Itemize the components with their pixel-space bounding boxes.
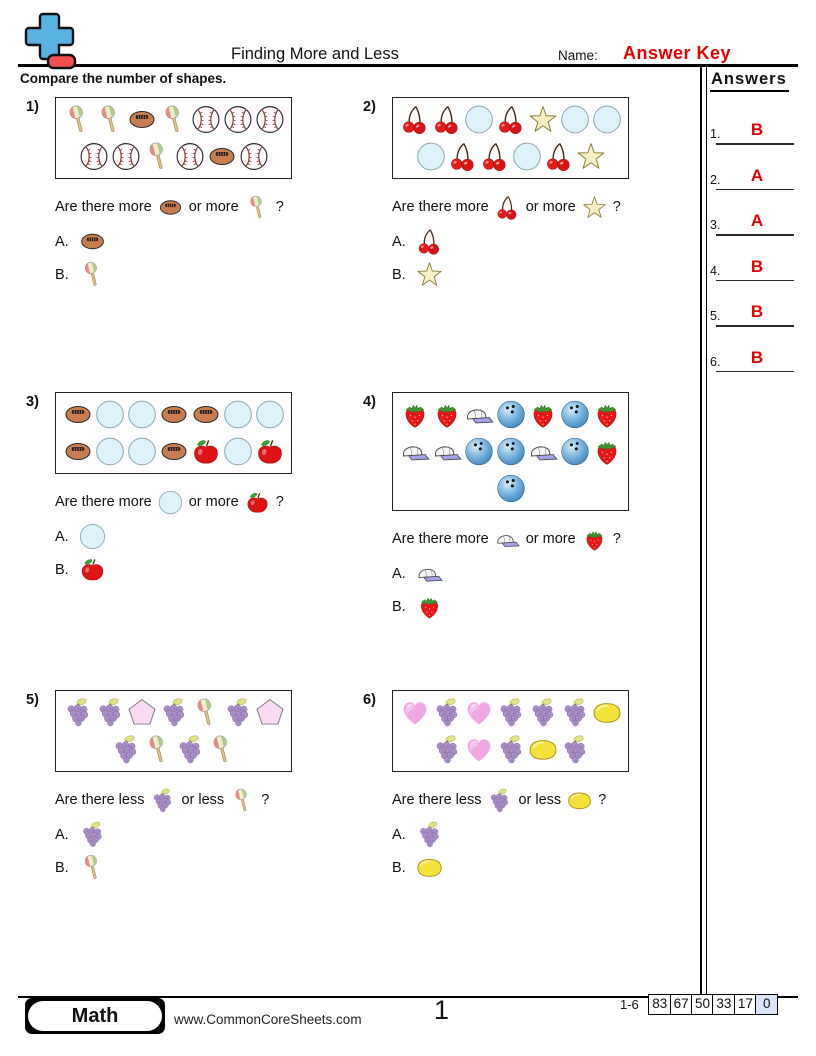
cap-icon (415, 559, 444, 588)
pentagon-icon (126, 695, 158, 730)
problem-body (55, 392, 354, 586)
cap-icon (399, 434, 431, 469)
answer-item (706, 120, 812, 150)
popsicle-icon (62, 102, 94, 137)
answer-number: 3. (710, 218, 721, 232)
cherries-icon (495, 102, 527, 137)
shapes-row (395, 396, 626, 433)
option-label: A. (55, 826, 69, 843)
football-icon (62, 434, 94, 469)
grapes-icon (174, 732, 206, 767)
shapes-box (55, 97, 292, 179)
lemon-icon (591, 695, 623, 730)
option-label: B. (55, 859, 69, 876)
bowling-icon (463, 434, 495, 469)
cherries-icon (399, 102, 431, 137)
lemon-icon (527, 732, 559, 767)
circle-icon (126, 397, 158, 432)
answer-letter: B (750, 347, 764, 367)
grapes-icon (149, 787, 176, 814)
football-icon (158, 397, 190, 432)
option-label: B. (392, 266, 406, 283)
shapes-row (395, 694, 626, 731)
website-url: www.CommonCoreSheets.com (174, 1012, 362, 1027)
baseball-icon (222, 102, 254, 137)
strawberry-icon (399, 397, 431, 432)
pentagon-icon (254, 695, 286, 730)
football-icon (78, 227, 107, 256)
answer-blank-line (716, 189, 794, 191)
shapes-box (55, 690, 292, 772)
question-conjunction: or more (525, 531, 576, 547)
shapes-row (395, 138, 626, 175)
answer-option (55, 818, 354, 851)
strawberry-icon (527, 397, 559, 432)
heart-icon (463, 732, 495, 767)
problem (20, 392, 354, 586)
grapes-icon (431, 732, 463, 767)
apple-icon (190, 434, 222, 469)
question-prefix: Are there less (55, 792, 145, 808)
score-box: 50 (691, 994, 714, 1015)
subject-label: Math (71, 1004, 119, 1027)
grapes-icon (495, 695, 527, 730)
answer-option (55, 225, 354, 258)
options-list (55, 818, 354, 884)
score-box: 17 (734, 994, 757, 1015)
problem (357, 392, 691, 623)
name-label: Name: (558, 48, 598, 63)
question-mark: ? (261, 792, 270, 808)
answer-letter: B (750, 120, 764, 139)
options-list (392, 557, 691, 623)
football-icon (157, 194, 184, 221)
shapes-box (55, 392, 292, 474)
apple-icon (244, 489, 271, 516)
cherries-icon (543, 139, 575, 174)
question-mark: ? (275, 199, 284, 215)
score-box: 0 (755, 994, 778, 1015)
score-box: 83 (648, 994, 671, 1015)
strawberry-icon (591, 434, 623, 469)
circle-icon (94, 434, 126, 469)
answer-option (55, 851, 354, 884)
popsicle-icon (190, 695, 222, 730)
cap-icon (463, 397, 495, 432)
circle-icon (254, 397, 286, 432)
question-mark: ? (612, 531, 621, 547)
shapes-row (395, 433, 626, 470)
circle-icon (126, 434, 158, 469)
popsicle-icon (78, 260, 107, 289)
answer-item (706, 211, 812, 241)
cap-icon (527, 434, 559, 469)
shapes-box (392, 97, 629, 179)
shapes-row (58, 731, 289, 768)
baseball-icon (110, 139, 142, 174)
shapes-row (395, 731, 626, 768)
popsicle-icon (142, 139, 174, 174)
baseball-icon (254, 102, 286, 137)
strawberry-icon (591, 397, 623, 432)
circle-icon (94, 397, 126, 432)
grapes-icon (431, 695, 463, 730)
shapes-row (58, 138, 289, 175)
shapes-row (58, 396, 289, 433)
score-table (620, 994, 778, 1015)
apple-icon (254, 434, 286, 469)
option-label: B. (392, 859, 406, 876)
plus-icon (26, 14, 73, 59)
question-line (392, 785, 691, 815)
answers-divider-outer (700, 65, 702, 997)
question-conjunction: or less (518, 792, 562, 808)
circle-icon (463, 102, 495, 137)
grapes-icon (94, 695, 126, 730)
page-number: 1 (434, 995, 450, 1025)
grapes-icon (527, 695, 559, 730)
grapes-icon (486, 787, 513, 814)
grapes-icon (559, 732, 591, 767)
heart-icon (463, 695, 495, 730)
option-label: B. (392, 598, 406, 615)
lemon-icon (566, 787, 593, 814)
strawberry-icon (415, 592, 444, 621)
cap-icon (494, 526, 521, 553)
plus-minus-logo (22, 11, 78, 76)
baseball-icon (78, 139, 110, 174)
header-divider (18, 64, 798, 67)
options-list (55, 520, 354, 586)
answer-option (55, 553, 354, 586)
answer-blank-line (716, 371, 794, 373)
instruction-text: Compare the number of shapes. (20, 71, 227, 86)
bowling-icon (495, 434, 527, 469)
question-line (55, 192, 354, 222)
circle-icon (222, 397, 254, 432)
question-conjunction: or more (188, 494, 239, 510)
cherries-icon (415, 227, 444, 256)
star-icon (527, 102, 559, 137)
option-label: A. (392, 233, 406, 250)
answers-title: Answers (710, 70, 789, 92)
football-icon (126, 102, 158, 137)
page-title: Finding More and Less (231, 45, 399, 63)
football-icon (62, 397, 94, 432)
answer-item (706, 348, 812, 378)
cherries-icon (447, 139, 479, 174)
shapes-row (58, 694, 289, 731)
plus-minus-logo-graphic (22, 11, 78, 71)
shapes-row (395, 470, 626, 507)
bowling-icon (559, 397, 591, 432)
popsicle-icon (142, 732, 174, 767)
minus-icon (48, 55, 75, 68)
circle-icon (591, 102, 623, 137)
popsicle-icon (94, 102, 126, 137)
question-prefix: Are there more (55, 199, 152, 215)
answer-blank-line (716, 234, 794, 236)
grapes-icon (495, 732, 527, 767)
answer-number: 5. (710, 309, 721, 323)
question-conjunction: or more (525, 199, 576, 215)
cherries-icon (431, 102, 463, 137)
problem-body (55, 690, 354, 884)
baseball-icon (238, 139, 270, 174)
score-boxes (650, 994, 778, 1015)
answer-blank-line (716, 143, 794, 145)
strawberry-icon (431, 397, 463, 432)
option-label: A. (392, 826, 406, 843)
circle-icon (157, 489, 184, 516)
popsicle-icon (78, 853, 107, 882)
options-list (392, 225, 691, 291)
answer-option (55, 258, 354, 291)
problem-number: 2) (363, 99, 376, 115)
options-list (392, 818, 691, 884)
circle-icon (222, 434, 254, 469)
answer-number: 1. (710, 127, 721, 141)
answer-item (706, 302, 812, 332)
question-line (55, 487, 354, 517)
grapes-icon (110, 732, 142, 767)
star-icon (581, 194, 608, 221)
problem-body (392, 690, 691, 884)
subject-badge (25, 998, 165, 1034)
star-icon (415, 260, 444, 289)
shapes-box (392, 690, 629, 772)
problem-body (392, 392, 691, 623)
question-prefix: Are there less (392, 792, 482, 808)
grapes-icon (222, 695, 254, 730)
bowling-icon (495, 397, 527, 432)
bowling-icon (495, 471, 527, 506)
option-label: A. (392, 565, 406, 582)
answer-letter: A (750, 165, 764, 185)
answer-blank-line (716, 280, 794, 282)
bowling-icon (559, 434, 591, 469)
answer-item (706, 166, 812, 196)
option-label: A. (55, 528, 69, 545)
question-prefix: Are there more (392, 199, 489, 215)
problem (357, 690, 691, 884)
answer-option (392, 851, 691, 884)
answer-option (392, 258, 691, 291)
problem-number: 5) (26, 692, 39, 708)
cherries-icon (494, 194, 521, 221)
cherries-icon (479, 139, 511, 174)
answer-option (392, 590, 691, 623)
strawberry-icon (581, 526, 608, 553)
problem-number: 1) (26, 99, 39, 115)
answer-option (392, 225, 691, 258)
answer-letter: B (750, 256, 764, 276)
subject-badge-inner (28, 1001, 162, 1031)
question-mark: ? (275, 494, 284, 510)
answer-item (706, 257, 812, 287)
answer-number: 6. (710, 354, 721, 369)
shapes-box (392, 392, 629, 511)
question-prefix: Are there more (55, 494, 152, 510)
shapes-row (395, 101, 626, 138)
problem (20, 97, 354, 291)
question-line (392, 524, 691, 554)
score-box: 33 (712, 994, 735, 1015)
circle-icon (559, 102, 591, 137)
problem (20, 690, 354, 884)
answer-option (392, 818, 691, 851)
cap-icon (431, 434, 463, 469)
question-conjunction: or more (188, 199, 239, 215)
answer-option (55, 520, 354, 553)
option-label: B. (55, 561, 69, 578)
grapes-icon (415, 820, 444, 849)
star-icon (575, 139, 607, 174)
circle-icon (415, 139, 447, 174)
answer-blank-line (716, 325, 794, 327)
popsicle-icon (206, 732, 238, 767)
question-line (392, 192, 691, 222)
problem-number: 4) (363, 394, 376, 410)
score-range-label: 1-6 (620, 997, 639, 1012)
shapes-row (58, 433, 289, 470)
football-icon (190, 397, 222, 432)
score-box: 67 (670, 994, 693, 1015)
grapes-icon (62, 695, 94, 730)
baseball-icon (174, 139, 206, 174)
options-list (55, 225, 354, 291)
heart-icon (399, 695, 431, 730)
grapes-icon (158, 695, 190, 730)
answer-option (392, 557, 691, 590)
apple-icon (78, 555, 107, 584)
football-icon (158, 434, 190, 469)
option-label: B. (55, 266, 69, 283)
answer-letter: B (750, 302, 764, 321)
question-prefix: Are there more (392, 531, 489, 547)
grapes-icon (559, 695, 591, 730)
problem-number: 6) (363, 692, 376, 708)
baseball-icon (190, 102, 222, 137)
football-icon (206, 139, 238, 174)
problem-number: 3) (26, 394, 39, 410)
circle-icon (78, 522, 107, 551)
shapes-row (58, 101, 289, 138)
problem-body (55, 97, 354, 291)
answer-number: 4. (710, 263, 721, 278)
answer-number: 2. (710, 172, 721, 187)
circle-icon (511, 139, 543, 174)
grapes-icon (78, 820, 107, 849)
option-label: A. (55, 233, 69, 250)
question-line (55, 785, 354, 815)
popsicle-icon (244, 194, 271, 221)
question-mark: ? (598, 792, 607, 808)
answer-letter: A (750, 211, 764, 230)
lemon-icon (415, 853, 444, 882)
problem (357, 97, 691, 291)
answers-panel (706, 67, 812, 997)
popsicle-icon (229, 787, 256, 814)
problem-body (392, 97, 691, 291)
answer-key-text: Answer Key (623, 43, 732, 63)
question-mark: ? (612, 199, 621, 215)
popsicle-icon (158, 102, 190, 137)
question-conjunction: or less (181, 792, 225, 808)
